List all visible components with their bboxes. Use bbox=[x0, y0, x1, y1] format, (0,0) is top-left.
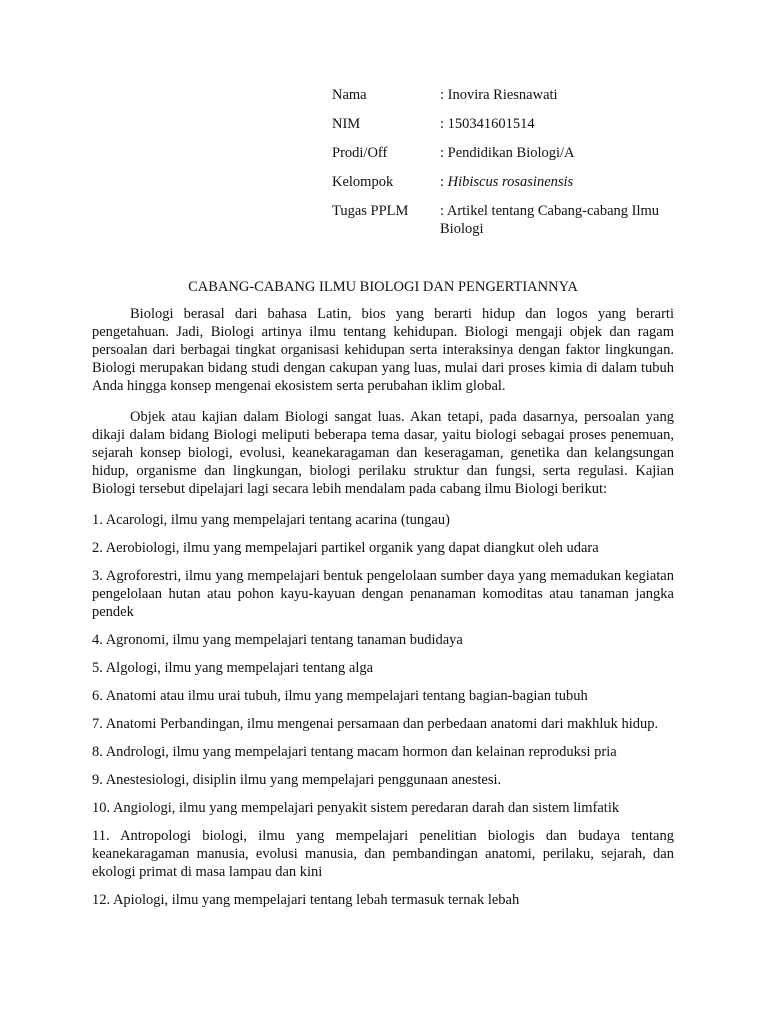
branch-list bbox=[92, 511, 674, 909]
list-item: 8. Andrologi, ilmu yang mempelajari tentang macam hormon dan kelainan reproduksi pria bbox=[92, 744, 617, 760]
list-item: 2. Aerobiologi, ilmu yang mempelajari partikel organik yang dapat diangkut oleh udara bbox=[92, 540, 599, 556]
paragraph: Biologi berasal dari bahasa Latin, bios yang berarti hidup dan logos yang berarti pengetahuan. Jadi, Biologi artinya ilmu tentang kehidupan. Biologi mengaji objek dan ragam persoalan dari berbagai tingkat organisasi kehidupan serta interaksinya dengan faktor lingkungan. Biologi merupakan bidang studi dengan cakupan yang luas, mulai dari proses kimia di dalam tubuh Anda hingga konsep mengenai ekosistem serta perubahan iklim global. bbox=[92, 306, 674, 394]
list-item: 3. Agroforestri, ilmu yang mempelajari bentuk pengelolaan sumber daya yang memadukan kegiatan pengelolaan hutan atau pohon kayu-kayuan dengan penanaman komoditas atau tanaman jangka pendek bbox=[92, 568, 674, 620]
list-item: 12. Apiologi, ilmu yang mempelajari tentang lebah termasuk ternak lebah bbox=[92, 892, 520, 908]
info-value: : Artikel tentang Cabang-cabang Ilmu Biologi bbox=[440, 203, 660, 237]
info-label: Prodi/Off bbox=[332, 145, 388, 161]
info-value: : Pendidikan Biologi/A bbox=[440, 145, 575, 161]
info-value-prefix: : bbox=[440, 174, 448, 190]
info-value-italic: Hibiscus rosasinensis bbox=[447, 174, 574, 190]
info-row-nim bbox=[332, 115, 682, 133]
list-item: 7. Anatomi Perbandingan, ilmu mengenai persamaan dan perbedaan anatomi dari makhluk hidup. bbox=[92, 716, 659, 732]
info-row-nama bbox=[332, 86, 682, 104]
info-value: : Inovira Riesnawati bbox=[440, 87, 558, 103]
student-info-block bbox=[332, 86, 682, 249]
document-body bbox=[92, 305, 674, 919]
list-item: 11. Antropologi biologi, ilmu yang mempelajari penelitian biologis dan budaya tentang keanekaragaman manusia, evolusi manusia, dan pembandingan anatomi, perilaku, sejarah, dan ekologi primat di masa lampau dan kini bbox=[92, 828, 674, 880]
info-value bbox=[440, 173, 682, 191]
list-item: 5. Algologi, ilmu yang mempelajari tentang alga bbox=[92, 660, 374, 676]
list-item: 9. Anestesiologi, disiplin ilmu yang mempelajari penggunaan anestesi. bbox=[92, 772, 502, 788]
info-row-tugas bbox=[332, 202, 682, 238]
info-value: : 150341601514 bbox=[440, 116, 535, 132]
list-item: 4. Agronomi, ilmu yang mempelajari tentang tanaman budidaya bbox=[92, 632, 463, 648]
list-item: 10. Angiologi, ilmu yang mempelajari penyakit sistem peredaran darah dan sistem limfatik bbox=[92, 800, 620, 816]
info-label: NIM bbox=[332, 116, 361, 132]
list-item: 1. Acarologi, ilmu yang mempelajari tentang acarina (tungau) bbox=[92, 512, 450, 528]
info-row-prodi bbox=[332, 144, 682, 162]
list-item: 6. Anatomi atau ilmu urai tubuh, ilmu yang mempelajari tentang bagian-bagian tubuh bbox=[92, 688, 588, 704]
paragraph: Objek atau kajian dalam Biologi sangat luas. Akan tetapi, pada dasarnya, persoalan yang dikaji dalam bidang Biologi meliputi beberapa tema dasar, yaitu biologi sebagai proses penemuan, sejarah konsep biologi, evolusi, keanekaragaman dan keseragaman, genetika dan kelangsungan hidup, organisme dan lingkungan, biologi perilaku struktur dan fungsi, serta regulasi. Kajian Biologi tersebut dipelajari lagi secara lebih mendalam pada cabang ilmu Biologi berikut: bbox=[92, 409, 674, 497]
info-row-kelompok bbox=[332, 173, 682, 191]
info-label: Tugas PPLM bbox=[332, 203, 409, 219]
info-label: Kelompok bbox=[332, 174, 394, 190]
info-label: Nama bbox=[332, 87, 367, 103]
document-title: CABANG-CABANG ILMU BIOLOGI DAN PENGERTIANNYA bbox=[188, 279, 578, 295]
